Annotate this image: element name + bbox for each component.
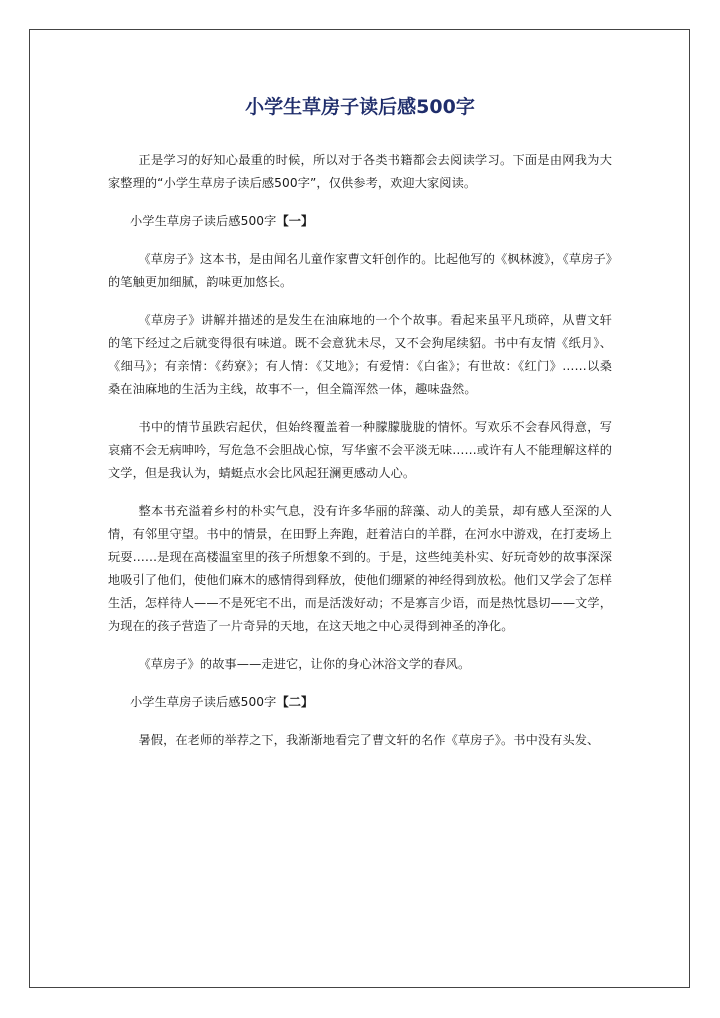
- section-heading-2: [130, 691, 612, 714]
- body-paragraph: 《草房子》的故事——走进它，让你的身心沐浴文学的春风。: [138, 657, 471, 671]
- section-heading-text: 小学生草房子读后感500字: [130, 695, 277, 709]
- body-paragraph: 书中的情节虽跌宕起伏，但始终覆盖着一种朦朦胧胧的情怀。写欢乐不会春风得意，写哀痛不会无病呻吟，写危急不会胆战心惊，写华蜜不会平淡无味……或许有人不能理解这样的文学，但是我认为，蜻蜓点水会比风起狂澜更感动人心。: [108, 420, 612, 480]
- page-title: 小学生草房子读后感500字: [245, 96, 475, 118]
- body-paragraph: 整本书充溢着乡村的朴实气息，没有许多华丽的辞藻、动人的美景，却有感人至深的人情，有邻里守望。书中的情景，在田野上奔跑，赶着洁白的羊群，在河水中游戏，在打麦场上玩耍……是现在高楼温室里的孩子所想象不到的。于是，这些纯美朴实、好玩奇妙的故事深深地吸引了他们，使他们麻木的感情得到释放，使他们绷紧的神经得到放松。他们又学会了怎样生活，怎样待人——不是死宅不出，而是活泼好动；不是寡言少语，而是热忱恳切——文学，为现在的孩子营造了一片奇异的天地，在这天地之中心灵得到神圣的净化。: [108, 504, 612, 633]
- section-heading-marker: 【二】: [276, 695, 314, 709]
- section-heading-text: 小学生草房子读后感500字: [130, 214, 277, 228]
- body-paragraph-truncated: 暑假，在老师的举荐之下，我渐渐地看完了曹文轩的名作《草房子》。书中没有头发、: [138, 733, 600, 747]
- document-body: [108, 149, 612, 752]
- intro-paragraph: 正是学习的好知心最重的时候，所以对于各类书籍都会去阅读学习。下面是由网我为大家整理的“小学生草房子读后感500字”，仅供参考，欢迎大家阅读。: [108, 153, 612, 190]
- section-heading-marker: 【一】: [276, 214, 314, 228]
- body-paragraph: 《草房子》讲解并描述的是发生在油麻地的一个个故事。看起来虽平凡琐碎，从曹文轩的笔下经过之后就变得很有味道。既不会意犹未尽，又不会狗尾续貂。书中有友情《纸月》、《细马》；有亲情：《药寮》；有人情：《艾地》；有爱情：《白雀》；有世故：《红门》……以桑桑在油麻地的生活为主线，故事不一，但全篇浑然一体，趣味盎然。: [108, 313, 612, 396]
- section-heading-1: [130, 210, 612, 233]
- body-paragraph: 《草房子》这本书，是由闻名儿童作家曹文轩创作的。比起他写的《枫林渡》，《草房子》的笔触更加细腻，韵味更加悠长。: [108, 252, 612, 289]
